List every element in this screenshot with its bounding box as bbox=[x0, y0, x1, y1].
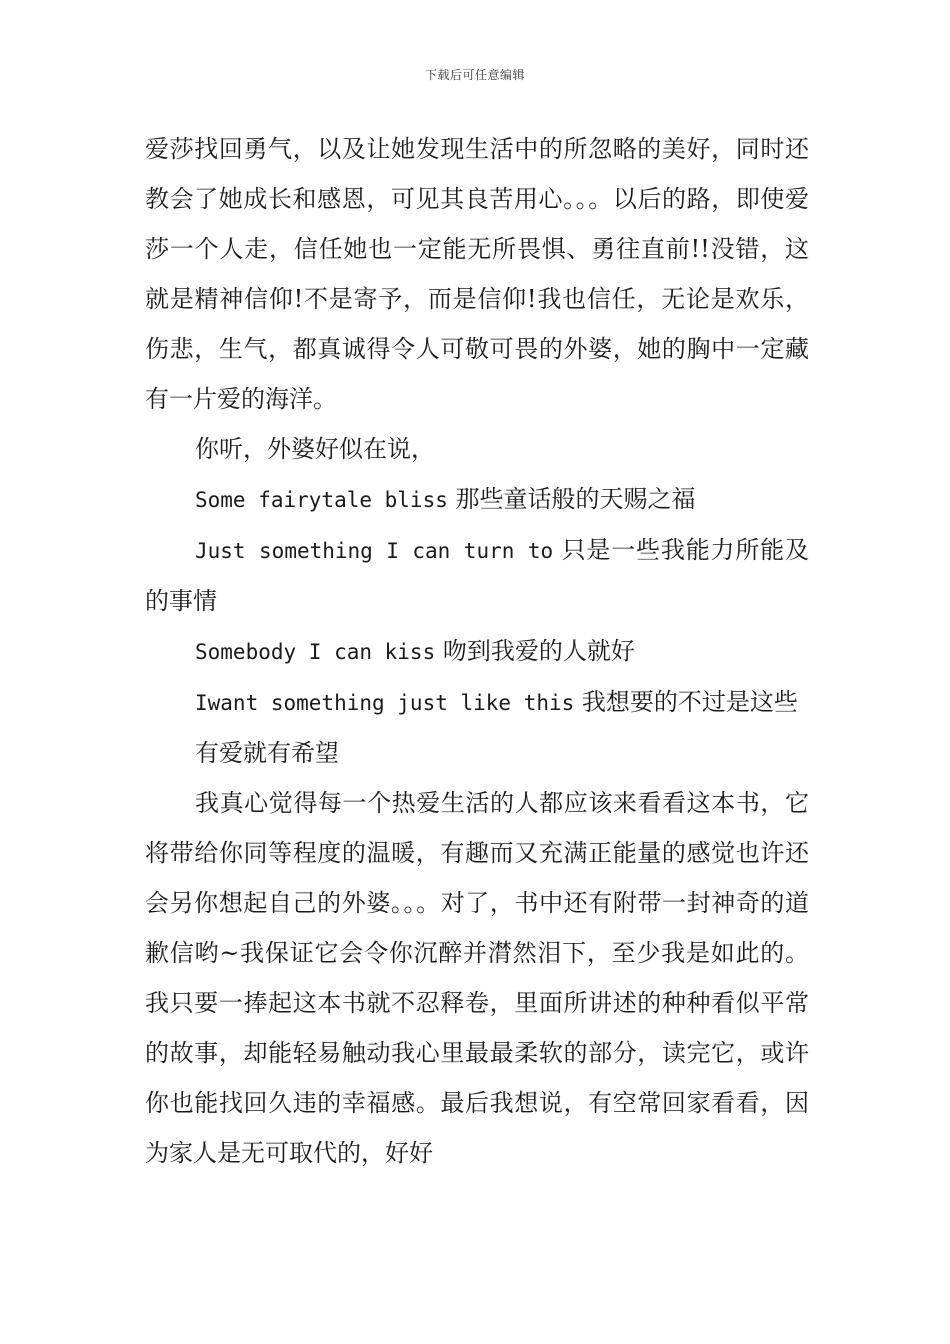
paragraph-4: 我真心觉得每一个热爱生活的人都应该来看看这本书，它将带给你同等程度的温暖，有趣而又充满正能量的感觉也许还会另你想起自己的外婆。。。对了，书中还有附带一封神奇的道歉信哟~我保证它会令你沉醉并潸然泪下，至少我是如此的。我只要一捧起这本书就不忍释卷，里面所讲述的种种看似平常的故事，却能轻易触动我心里最最柔软的部分，读完它，或许你也能找回久违的幸福感。最后我想说，有空常回家看看，因为家人是无可取代的，好好 bbox=[145, 789, 809, 1167]
paragraph-1: 爱莎找回勇气，以及让她发现生活中的所忽略的美好，同时还教会了她成长和感恩，可见其良苦用心。。。以后的路，即使爱莎一个人走，信任她也一定能无所畏惧、勇往直前!!没错，这就是精神信仰!不是寄予，而是信仰!我也信任，无论是欢乐，伤悲，生气，都真诚得令人可敬可畏的外婆，她的胸中一定藏有一片爱的海洋。 bbox=[145, 135, 809, 413]
page-header: 下载后可任意编辑 bbox=[424, 68, 525, 82]
lyric-line-4 bbox=[145, 677, 809, 728]
lyric-english: Just something I can turn to bbox=[195, 539, 554, 563]
lyric-english: Some fairytale bliss bbox=[195, 488, 448, 512]
document-body bbox=[145, 124, 809, 1178]
paragraph-2: 你听，外婆好似在说， bbox=[195, 435, 435, 463]
lyric-chinese: 那些童话般的天赐之福 bbox=[447, 485, 696, 513]
lyric-line-2 bbox=[145, 525, 809, 626]
lyric-english: Somebody I can kiss bbox=[195, 640, 436, 664]
lyric-english: Iwant something just like this bbox=[195, 691, 575, 715]
lyric-chinese: 只是一些我能力所能及的事情 bbox=[145, 536, 809, 615]
lyric-chinese: 吻到我爱的人就好 bbox=[435, 637, 635, 665]
lyric-line-3 bbox=[145, 626, 809, 677]
lyric-line-1 bbox=[145, 474, 809, 525]
lyric-chinese: 我想要的不过是这些 bbox=[574, 688, 798, 716]
paragraph-3: 有爱就有希望 bbox=[195, 739, 339, 767]
